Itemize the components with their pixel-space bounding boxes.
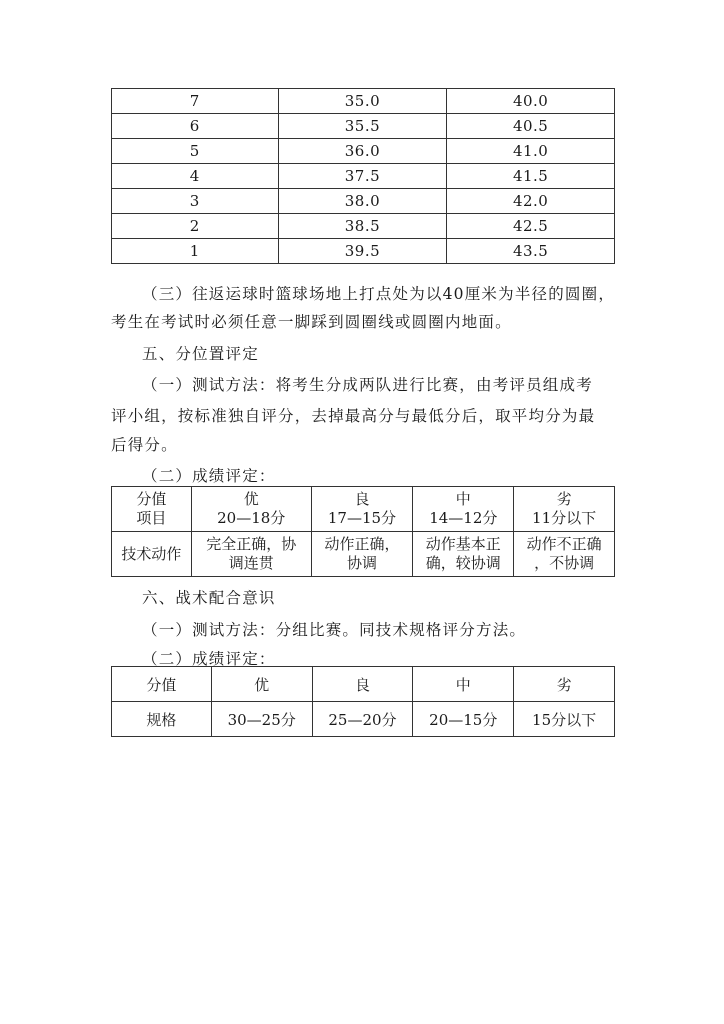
table-header-cell: 分值 bbox=[112, 667, 212, 702]
table-cell: 41.5 bbox=[447, 164, 615, 189]
paragraph-tactics-grading-label: （二）成绩评定： bbox=[142, 650, 276, 668]
table-cell: 39.5 bbox=[278, 239, 447, 264]
row-label-cell: 技术动作 bbox=[112, 532, 192, 577]
table-header-cell: 劣 bbox=[514, 667, 615, 702]
table-row bbox=[112, 114, 615, 139]
table-cell: 35.0 bbox=[278, 89, 447, 114]
table-cell: 2 bbox=[112, 214, 279, 239]
paragraph-test-method-line2: 评小组，按标准独自评分，去掉最高分与最低分后，取平均分为最 bbox=[111, 407, 596, 425]
table-row bbox=[112, 89, 615, 114]
table-cell bbox=[514, 532, 615, 577]
table-cell: 4 bbox=[112, 164, 279, 189]
table-row bbox=[112, 702, 615, 737]
paragraph-test-method-line3: 后得分。 bbox=[111, 436, 178, 454]
cell-line: 完全正确，协 bbox=[206, 535, 297, 553]
table-cell: 41.0 bbox=[447, 139, 615, 164]
header-item-label: 项目 bbox=[136, 509, 167, 527]
table-cell: 20—15分 bbox=[413, 702, 514, 737]
paragraph-dribble-rule-line1: （三）往返运球时篮球场地上打点处为以40厘米为半径的圆圈， bbox=[142, 285, 616, 303]
table-header-row bbox=[112, 487, 615, 532]
section-heading-tactics: 六、战术配合意识 bbox=[142, 589, 276, 607]
paragraph-dribble-rule-line2: 考生在考试时必须任意一脚踩到圆圈线或圆圈内地面。 bbox=[111, 313, 512, 331]
level-name: 劣 bbox=[556, 490, 572, 508]
cell-line: 动作正确， bbox=[324, 535, 400, 553]
level-header-cell bbox=[191, 487, 311, 532]
paragraph-tactics-method: （一）测试方法：分组比赛。同技术规格评分方法。 bbox=[142, 621, 527, 639]
table-cell: 42.5 bbox=[447, 214, 615, 239]
table-row bbox=[112, 164, 615, 189]
table-row bbox=[112, 239, 615, 264]
level-range: 17—15分 bbox=[327, 509, 397, 527]
cell-line: 动作不正确 bbox=[526, 535, 602, 553]
table-cell: 5 bbox=[112, 139, 279, 164]
cell-line: ，不协调 bbox=[534, 554, 595, 572]
table-cell: 1 bbox=[112, 239, 279, 264]
table-cell: 36.0 bbox=[278, 139, 447, 164]
level-name: 良 bbox=[354, 490, 370, 508]
table-cell: 25—20分 bbox=[312, 702, 413, 737]
level-range: 20—18分 bbox=[217, 509, 286, 527]
table-cell bbox=[191, 532, 311, 577]
header-score-label: 分值 bbox=[136, 490, 167, 508]
level-header-cell bbox=[514, 487, 615, 532]
table-header-row bbox=[112, 667, 615, 702]
table-row bbox=[112, 214, 615, 239]
tactics-grading-table bbox=[111, 666, 615, 737]
paragraph-grading-label: （二）成绩评定： bbox=[142, 467, 276, 485]
corner-header-cell bbox=[112, 487, 192, 532]
level-header-cell bbox=[413, 487, 514, 532]
table-cell: 38.5 bbox=[278, 214, 447, 239]
cell-line: 动作基本正 bbox=[425, 535, 501, 553]
table-cell: 35.5 bbox=[278, 114, 447, 139]
cell-line: 调连贯 bbox=[228, 554, 274, 572]
table-cell: 30—25分 bbox=[211, 702, 312, 737]
table-cell: 38.0 bbox=[278, 189, 447, 214]
table-header-cell: 优 bbox=[211, 667, 312, 702]
table-cell: 40.0 bbox=[447, 89, 615, 114]
level-range: 11分以下 bbox=[532, 509, 597, 527]
table-row bbox=[112, 532, 615, 577]
table-cell: 3 bbox=[112, 189, 279, 214]
level-name: 中 bbox=[455, 490, 471, 508]
table-cell: 15分以下 bbox=[514, 702, 615, 737]
table-cell bbox=[413, 532, 514, 577]
cell-line: 确，较协调 bbox=[425, 554, 501, 572]
level-header-cell bbox=[311, 487, 413, 532]
table-cell bbox=[311, 532, 413, 577]
cell-line: 协调 bbox=[346, 554, 377, 572]
paragraph-test-method-line1: （一）测试方法：将考生分成两队进行比赛，由考评员组成考 bbox=[142, 376, 593, 394]
table-row bbox=[112, 189, 615, 214]
score-standard-table bbox=[111, 88, 615, 264]
technique-grading-table bbox=[111, 486, 615, 577]
level-name: 优 bbox=[243, 490, 259, 508]
table-row bbox=[112, 139, 615, 164]
table-cell: 37.5 bbox=[278, 164, 447, 189]
table-cell: 7 bbox=[112, 89, 279, 114]
section-heading-position: 五、分位置评定 bbox=[142, 345, 259, 363]
level-range: 14—12分 bbox=[429, 509, 498, 527]
table-cell: 43.5 bbox=[447, 239, 615, 264]
table-cell: 40.5 bbox=[447, 114, 615, 139]
table-header-cell: 中 bbox=[413, 667, 514, 702]
table-cell: 规格 bbox=[112, 702, 212, 737]
table-header-cell: 良 bbox=[312, 667, 413, 702]
table-cell: 42.0 bbox=[447, 189, 615, 214]
table-cell: 6 bbox=[112, 114, 279, 139]
